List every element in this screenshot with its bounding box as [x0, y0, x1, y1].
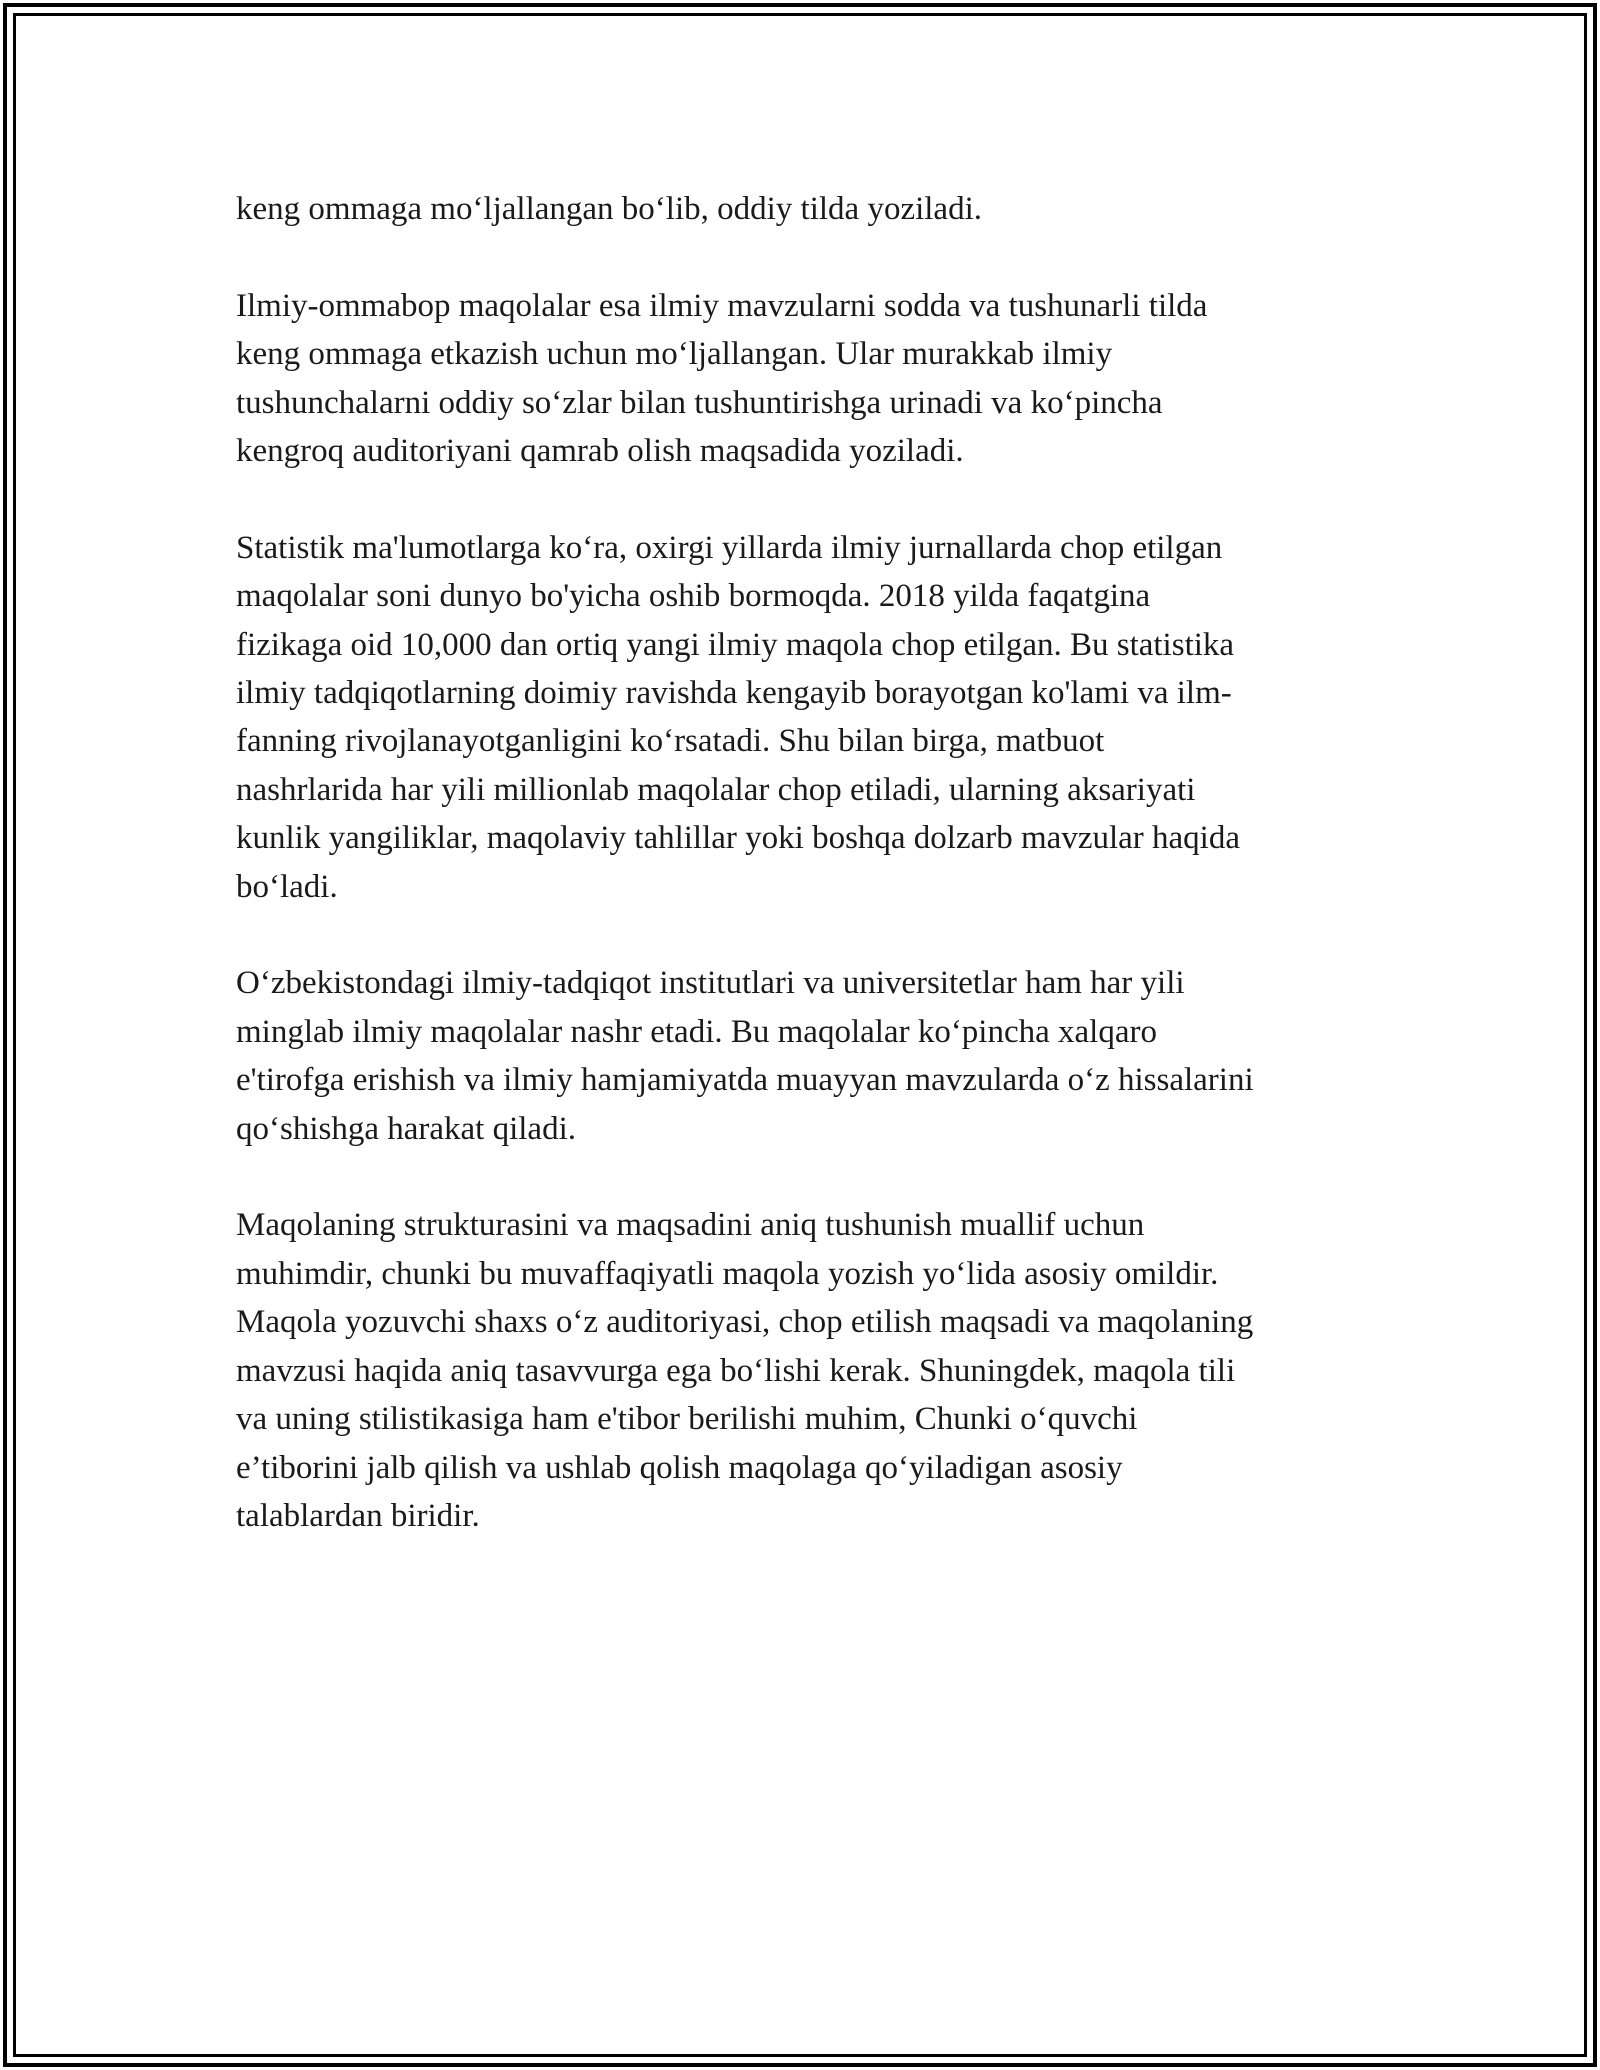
text-line: va uning stilistikasiga ham e'tibor berilishi muhim, Chunki oʻquvchi [236, 1401, 1138, 1438]
paragraph-5 [236, 1201, 1376, 1540]
text-line: tushunchalarni oddiy soʻzlar bilan tushuntirishga urinadi va koʻpincha [236, 384, 1163, 421]
text-line: nashrlarida har yili millionlab maqolalar chop etiladi, ularning aksariyati [236, 771, 1196, 808]
text-line: keng ommaga moʻljallangan boʻlib, oddiy tilda yoziladi. [236, 191, 982, 227]
text-line: Oʻzbekistondagi ilmiy-tadqiqot institutlari va universitetlar ham har yili [236, 965, 1185, 1002]
text-line: Maqolaning strukturasini va maqsadini aniq tushunish muallif uchun [236, 1207, 1145, 1244]
paragraph-1 [236, 185, 1376, 233]
text-line: Ilmiy-ommabop maqolalar esa ilmiy mavzularni sodda va tushunarli tilda [236, 287, 1208, 324]
text-line: Maqola yozuvchi shaxs oʻz auditoriyasi, chop etilish maqsadi va maqolaning [236, 1304, 1254, 1341]
text-line: e’tiborini jalb qilish va ushlab qolish maqolaga qoʻyiladigan asosiy [236, 1449, 1123, 1486]
text-line: Statistik ma'lumotlarga koʻra, oxirgi yillarda ilmiy jurnallarda chop etilgan [236, 529, 1223, 566]
document-body [236, 185, 1376, 1589]
text-line: e'tirofga erishish va ilmiy hamjamiyatda muayyan mavzularda oʻz hissalarini [236, 1062, 1254, 1099]
text-line: mavzusi haqida aniq tasavvurga ega boʻlishi kerak. Shuningdek, maqola tili [236, 1352, 1236, 1389]
text-line: maqolalar soni dunyo bo'yicha oshib bormoqda. 2018 yilda faqatgina [236, 578, 1151, 615]
text-line: minglab ilmiy maqolalar nashr etadi. Bu maqolalar koʻpincha xalqaro [236, 1013, 1157, 1050]
paragraph-2 [236, 282, 1376, 476]
text-line: ilmiy tadqiqotlarning doimiy ravishda kengayib borayotgan ko'lami va ilm- [236, 675, 1232, 712]
paragraph-4 [236, 959, 1376, 1153]
text-line: kunlik yangiliklar, maqolaviy tahlillar yoki boshqa dolzarb mavzular haqida [236, 820, 1240, 857]
text-line: fanning rivojlanayotganligini koʻrsatadi. Shu bilan birga, matbuot [236, 723, 1105, 760]
text-line: fizikaga oid 10,000 dan ortiq yangi ilmiy maqola chop etilgan. Bu statistika [236, 626, 1235, 663]
text-line: qoʻshishga harakat qiladi. [236, 1110, 576, 1147]
text-line: talablardan biridir. [236, 1497, 480, 1534]
text-line: boʻladi. [236, 868, 338, 905]
text-line: kengroq auditoriyani qamrab olish maqsadida yoziladi. [236, 433, 964, 470]
text-line: muhimdir, chunki bu muvaffaqiyatli maqola yozish yoʻlida asosiy omildir. [236, 1255, 1219, 1292]
text-line: keng ommaga etkazish uchun moʻljallangan. Ular murakkab ilmiy [236, 336, 1113, 373]
paragraph-3 [236, 524, 1376, 911]
